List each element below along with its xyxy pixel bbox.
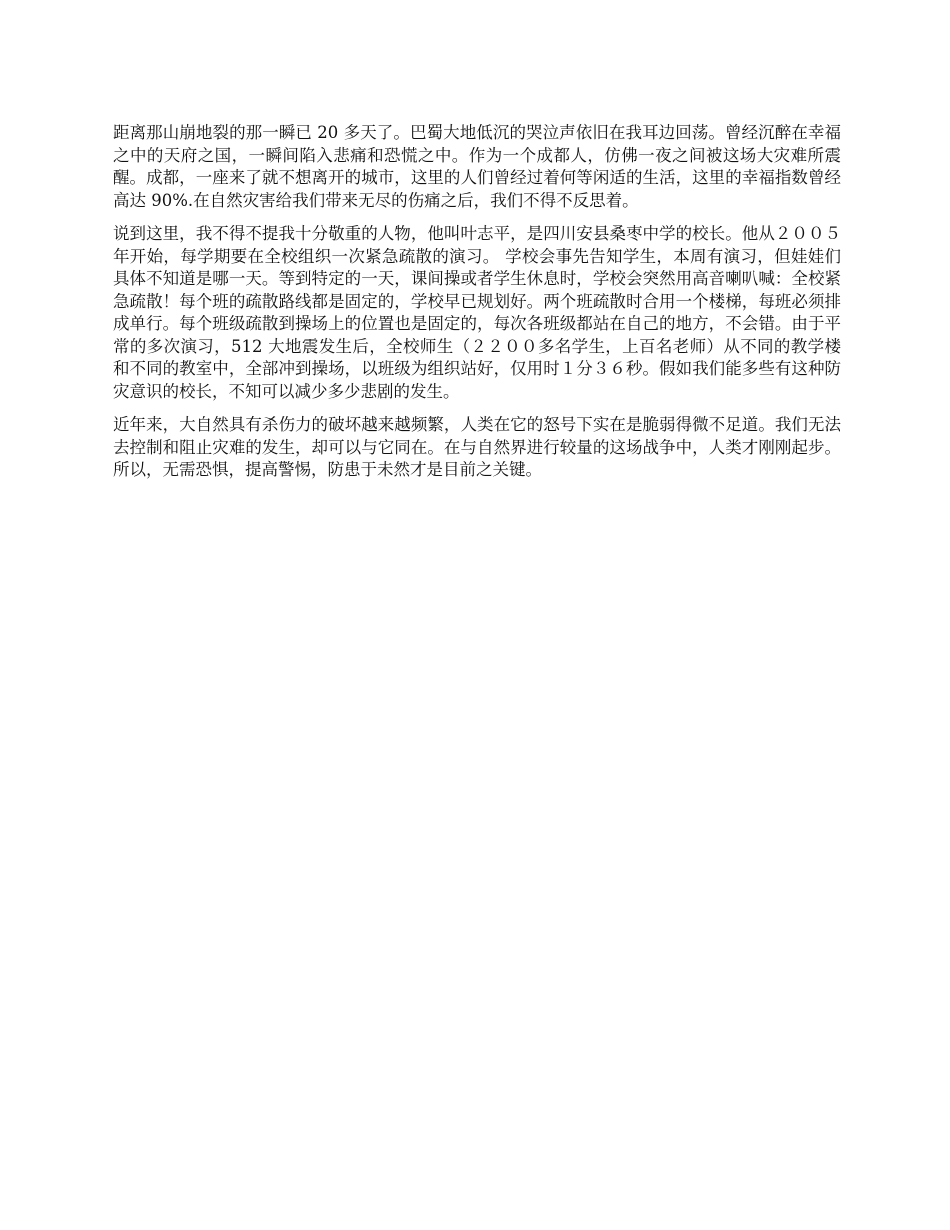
document-body [113, 122, 841, 493]
paragraph-1: 距离那山崩地裂的那一瞬已 20 多天了。巴蜀大地低沉的哭泣声依旧在我耳边回荡。曾经沉醉在幸福之中的天府之国，一瞬间陷入悲痛和恐慌之中。作为一个成都人，仿佛一夜之间被这场大灾难所震醒。成都，一座来了就不想离开的城市，这里的人们曾经过着何等闲适的生活，这里的幸福指数曾经高达 90%.在自然灾害给我们带来无尽的伤痛之后，我们不得不反思着。 [113, 123, 841, 210]
paragraph-2: 说到这里，我不得不提我十分敬重的人物，他叫叶志平，是四川安县桑枣中学的校长。他从２００５年开始，每学期要在全校组织一次紧急疏散的演习。 学校会事先告知学生，本周有演习，但娃娃们具体不知道是哪一天。等到特定的一天，课间操或者学生休息时，学校会突然用高音喇叭喊：全校紧急疏散！每个班的疏散路线都是固定的，学校早已规划好。两个班疏散时合用一个楼梯，每班必须排成单行。每个班级疏散到操场上的位置也是固定的，每次各班级都站在自己的地方，不会错。由于平常的多次演习，512 大地震发生后，全校师生（２２００多名学生，上百名老师）从不同的教学楼和不同的教室中，全部冲到操场，以班级为组织站好，仅用时１分３６秒。假如我们能多些有这种防灾意识的校长，不知可以减少多少悲剧的发生。 [113, 224, 841, 401]
paragraph-3: 近年来，大自然具有杀伤力的破坏越来越频繁，人类在它的怒号下实在是脆弱得微不足道。我们无法去控制和阻止灾难的发生，却可以与它同在。在与自然界进行较量的这场战争中，人类才刚刚起步。所以，无需恐惧，提高警惕，防患于未然才是目前之关键。 [113, 415, 841, 479]
